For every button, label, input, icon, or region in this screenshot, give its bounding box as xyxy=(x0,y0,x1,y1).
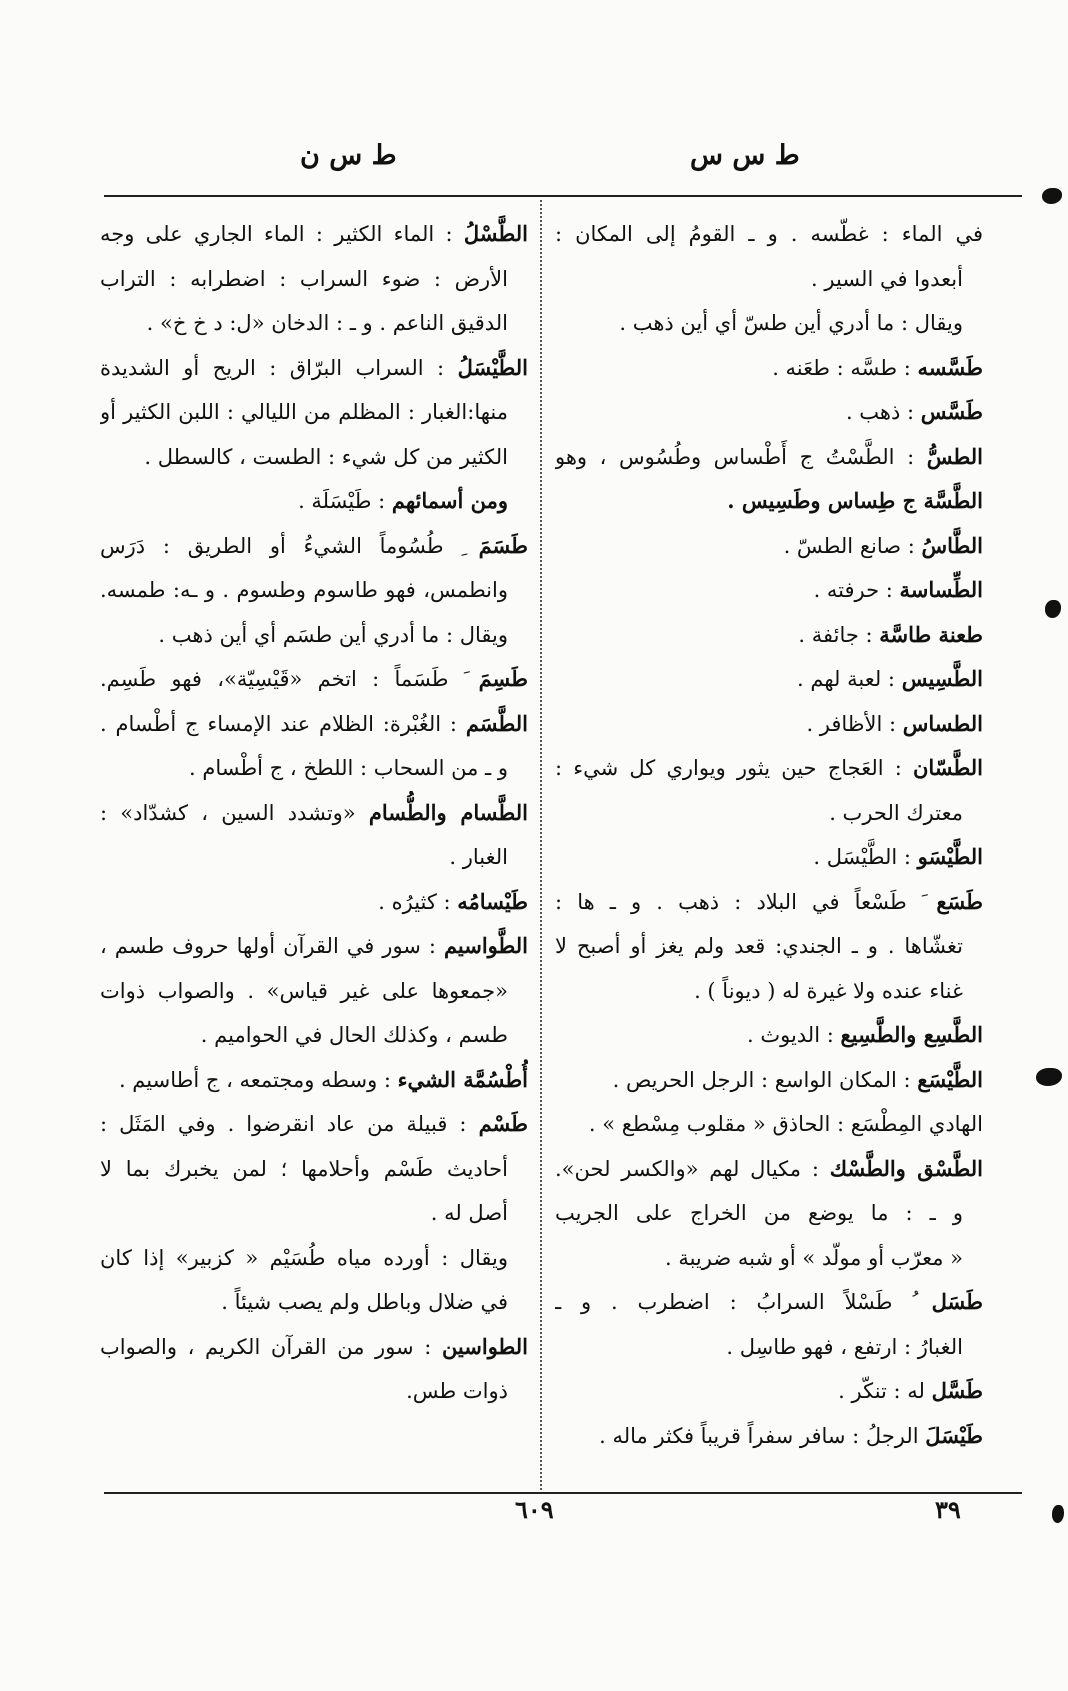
right-column xyxy=(555,212,983,1458)
dictionary-line xyxy=(100,524,528,569)
entry-headword: طَسَّس xyxy=(920,399,983,424)
entry-text: الرجلُ : سافر سفراً قريباً فكثر ماله . xyxy=(599,1423,926,1448)
dictionary-line xyxy=(555,791,983,836)
dictionary-line xyxy=(100,479,528,524)
dictionary-line xyxy=(555,702,983,747)
dictionary-line xyxy=(100,1147,528,1192)
entry-text: الغبار . xyxy=(449,845,508,869)
entry-text: معترك الحرب . xyxy=(829,800,963,825)
entry-headword: طَسَمَ xyxy=(478,532,528,558)
page-number-right: ٣٩ xyxy=(935,1495,961,1524)
entry-text: ذوات طس. xyxy=(406,1379,508,1403)
dictionary-line xyxy=(100,1369,528,1414)
entry-text: و ـ : ما يوضع من الخراج على الجريب xyxy=(555,1201,963,1225)
dictionary-line xyxy=(555,346,983,391)
dictionary-line xyxy=(100,1102,528,1147)
dictionary-line xyxy=(100,1325,528,1370)
dictionary-line xyxy=(100,969,528,1014)
dictionary-line xyxy=(555,1236,983,1281)
dictionary-line xyxy=(100,1058,528,1103)
entry-text: ُ طَسْلاً السرابُ : اضطرب . و ـ xyxy=(555,1290,932,1314)
entry-text: الأرض : ضوء السراب : اضطرابه : التراب xyxy=(100,266,508,291)
dictionary-line xyxy=(100,568,528,613)
dictionary-line xyxy=(100,746,528,791)
column-divider xyxy=(540,200,542,1490)
dictionary-line xyxy=(100,212,528,257)
entry-headword: طعنة طاسَّة xyxy=(879,621,983,647)
entry-headword: طَيْسامُه xyxy=(457,888,528,914)
entry-text: : لعبة لهم . xyxy=(797,667,902,691)
dictionary-line xyxy=(100,346,528,391)
dictionary-line xyxy=(555,1414,983,1459)
dictionary-line xyxy=(100,791,528,836)
header-left: ط س ن xyxy=(300,140,397,171)
entry-text: و ـ من السحاب : اللطخ ، ج أطْسام . xyxy=(188,756,508,780)
page-number-left: ٦٠٩ xyxy=(515,1495,554,1524)
dictionary-line xyxy=(100,301,528,346)
entry-headword: الطَّسَم xyxy=(465,710,528,736)
entry-text: : طَيْسَلَة . xyxy=(298,489,392,513)
entry-headword: الطَّسِيس xyxy=(901,666,983,691)
dictionary-line xyxy=(555,880,983,925)
entry-text: تغشّاها . و ـ الجندي: قعد ولم يغز أو أصبح لا xyxy=(555,934,963,958)
dictionary-line xyxy=(555,1013,983,1058)
dictionary-line xyxy=(555,1280,983,1325)
entry-headword: الطساس xyxy=(902,710,983,736)
entry-text: : الغُبْرة: الظلام عند الإمساء ج أطْسام . xyxy=(100,711,466,736)
entry-text: الغبارُ : ارتفع ، فهو طاسِل . xyxy=(726,1334,963,1359)
dictionary-line xyxy=(555,969,983,1014)
dictionary-line xyxy=(555,657,983,702)
entry-headword: الطَّاسُ xyxy=(921,532,983,558)
entry-text: ويقال : ما أدري أين طسَم أي أين ذهب . xyxy=(158,622,508,647)
header-right: ط س س xyxy=(690,140,800,171)
dictionary-line xyxy=(555,1147,983,1192)
entry-text: : جائفة . xyxy=(798,622,880,647)
entry-headword: الطِّساسة xyxy=(899,577,983,602)
dictionary-line xyxy=(100,702,528,747)
entry-headword: طَسِمَ xyxy=(478,666,528,691)
dictionary-line xyxy=(555,924,983,969)
dictionary-line xyxy=(555,212,983,257)
entry-headword: الطَّسَّة ج طِساس وطَسِيس . xyxy=(727,488,983,513)
entry-text: الكثير من كل شيء : الطست ، كالسطل . xyxy=(144,444,508,469)
entry-text: ِ طُسُوماً الشيءُ أو الطريق : دَرَس xyxy=(100,533,479,558)
dictionary-line xyxy=(555,524,983,569)
dictionary-line xyxy=(100,880,528,925)
entry-headword: الطَّسِع والطَّسِيع xyxy=(840,1022,983,1047)
entry-text: : كثيرُه . xyxy=(378,889,458,914)
entry-headword: الطَّواسيم xyxy=(443,933,528,958)
dictionary-line xyxy=(100,1013,528,1058)
entry-headword: طَسَل xyxy=(931,1289,983,1314)
entry-text: أصل له . xyxy=(430,1201,508,1225)
entry-text: « معرّب أو مولّد » أو شبه ضريبة . xyxy=(664,1245,963,1270)
entry-text: َ طَسَماً : اتخم «قَيْسِيّة»، فهو طَسِم. xyxy=(100,667,479,691)
entry-headword: الطَّيْسَع xyxy=(917,1066,983,1092)
ink-blot xyxy=(1052,1505,1064,1523)
entry-headword: طَسَّسه xyxy=(917,354,983,380)
entry-headword: طَسَّل xyxy=(931,1378,983,1403)
entry-text: : سور من القرآن الكريم ، والصواب xyxy=(100,1334,442,1359)
dictionary-line xyxy=(100,1236,528,1281)
ink-blot xyxy=(1036,1068,1062,1086)
entry-headword: الطَّيْسَلُ xyxy=(457,354,528,380)
entry-text: منها:الغبار : المظلم من الليالي : اللبن الكثير أو xyxy=(100,400,508,424)
entry-headword: الطَّسام والطُّسام xyxy=(368,799,528,825)
dictionary-line xyxy=(100,1191,528,1236)
dictionary-line xyxy=(555,1102,983,1147)
entry-text: : مكيال لهم «والكسر لحن». xyxy=(555,1156,830,1181)
entry-headword: الطَّسّان xyxy=(912,755,983,780)
bottom-rule xyxy=(104,1492,1022,1494)
entry-text: : السراب البرّاق : الريح أو الشديدة xyxy=(100,355,458,380)
entry-text: غناء عنده ولا غيرة له ( ديوناً ) . xyxy=(694,978,963,1003)
dictionary-line xyxy=(555,257,983,302)
entry-text: أحاديث طَسْم وأحلامها ؛ لمن يخبرك بما لا xyxy=(100,1156,508,1181)
dictionary-line xyxy=(100,257,528,302)
entry-text: ويقال : ما أدري أين طسّ أي أين ذهب . xyxy=(619,311,963,335)
entry-text: : الطَّسْتُ ج أَطْساس وطُسُوس ، وهو xyxy=(555,444,927,469)
dictionary-line xyxy=(555,390,983,435)
entry-headword: الطواسين xyxy=(441,1333,528,1359)
entry-text: طسم ، وكذلك الحال في الحواميم . xyxy=(200,1023,508,1047)
entry-text: «وتشدد السين ، كشدّاد» : xyxy=(100,800,369,825)
ink-blot xyxy=(1042,188,1062,204)
dictionary-line xyxy=(100,657,528,702)
dictionary-line xyxy=(555,568,983,613)
entry-text: : صانع الطسّ . xyxy=(783,533,922,558)
entry-text: : الطَّيْسَل . xyxy=(813,845,918,869)
dictionary-line xyxy=(100,390,528,435)
dictionary-line xyxy=(555,835,983,880)
dictionary-line xyxy=(555,1058,983,1103)
dictionary-line xyxy=(555,1325,983,1370)
dictionary-line xyxy=(555,1191,983,1236)
dictionary-line xyxy=(555,301,983,346)
dictionary-line xyxy=(100,924,528,969)
entry-text: : الأظافر . xyxy=(806,711,903,736)
entry-text: : حرفته . xyxy=(813,578,900,602)
dictionary-line xyxy=(100,1280,528,1325)
entry-text: الدقيق الناعم . و ـ : الدخان «ل: د خ خ» . xyxy=(146,311,508,335)
ink-blot xyxy=(1045,600,1061,618)
entry-text: : العَجاج حين يثور ويواري كل شيء : xyxy=(555,756,913,780)
entry-headword: ومن أسمائهم xyxy=(391,488,508,513)
dictionary-line xyxy=(555,1369,983,1414)
entry-text: : ذهب . xyxy=(845,400,921,424)
top-rule xyxy=(104,195,1022,197)
entry-text: له : تنكّر . xyxy=(838,1379,932,1403)
dictionary-line xyxy=(100,435,528,480)
entry-text: : طسَّه : طعَنه . xyxy=(772,355,918,380)
entry-text: : الماء الكثير : الماء الجاري على وجه xyxy=(100,222,464,246)
entry-headword: أُطْسُمَّة الشيء xyxy=(397,1066,528,1092)
entry-text: الهادي المِطْسَع : الحاذق « مقلوب مِسْطع » . xyxy=(588,1112,983,1136)
entry-text: : قبيلة من عاد انقرضوا . وفي المَثَل : xyxy=(100,1112,479,1136)
entry-text: ويقال : أورده مياه طُسَيْم « كزبير» إذا كان xyxy=(100,1245,508,1270)
dictionary-line xyxy=(555,613,983,658)
entry-text: : الديوث . xyxy=(746,1023,841,1047)
dictionary-line xyxy=(100,613,528,658)
entry-headword: طَسْم xyxy=(478,1111,528,1136)
dictionary-line xyxy=(555,479,983,524)
entry-text: في الماء : غطّسه . و ـ القومُ إلى المكان : xyxy=(555,222,983,246)
entry-headword: الطَّسْق والطَّسْك xyxy=(829,1155,983,1181)
entry-text: : المكان الواسع : الرجل الحريص . xyxy=(612,1067,918,1092)
entry-text: أبعدوا في السير . xyxy=(811,266,963,291)
left-column xyxy=(100,212,528,1414)
entry-text: َ طَسْعاً في البلاد : ذهب . و ـ ها : xyxy=(555,889,937,914)
dictionary-line xyxy=(100,835,528,880)
entry-headword: الطسُّ xyxy=(926,443,983,469)
entry-text: وانطمس، فهو طاسوم وطسوم . و ـه: طمسه. xyxy=(100,578,508,602)
entry-headword: الطَّيْسَو xyxy=(917,844,983,869)
entry-headword: الطَّسْلُ xyxy=(463,221,528,246)
entry-headword: طَيْسَلَ xyxy=(925,1422,983,1448)
entry-text: : وسطه ومجتمعه ، ج أطاسيم . xyxy=(118,1067,398,1092)
entry-text: «جمعوها على غير قياس» . والصواب ذوات xyxy=(100,978,508,1003)
entry-text: : سور في القرآن أولها حروف طسم ، xyxy=(100,934,444,958)
entry-text: في ضلال وباطل ولم يصب شيئاً . xyxy=(221,1290,508,1314)
dictionary-line xyxy=(555,435,983,480)
dictionary-line xyxy=(555,746,983,791)
entry-headword: طَسَع xyxy=(936,888,983,914)
